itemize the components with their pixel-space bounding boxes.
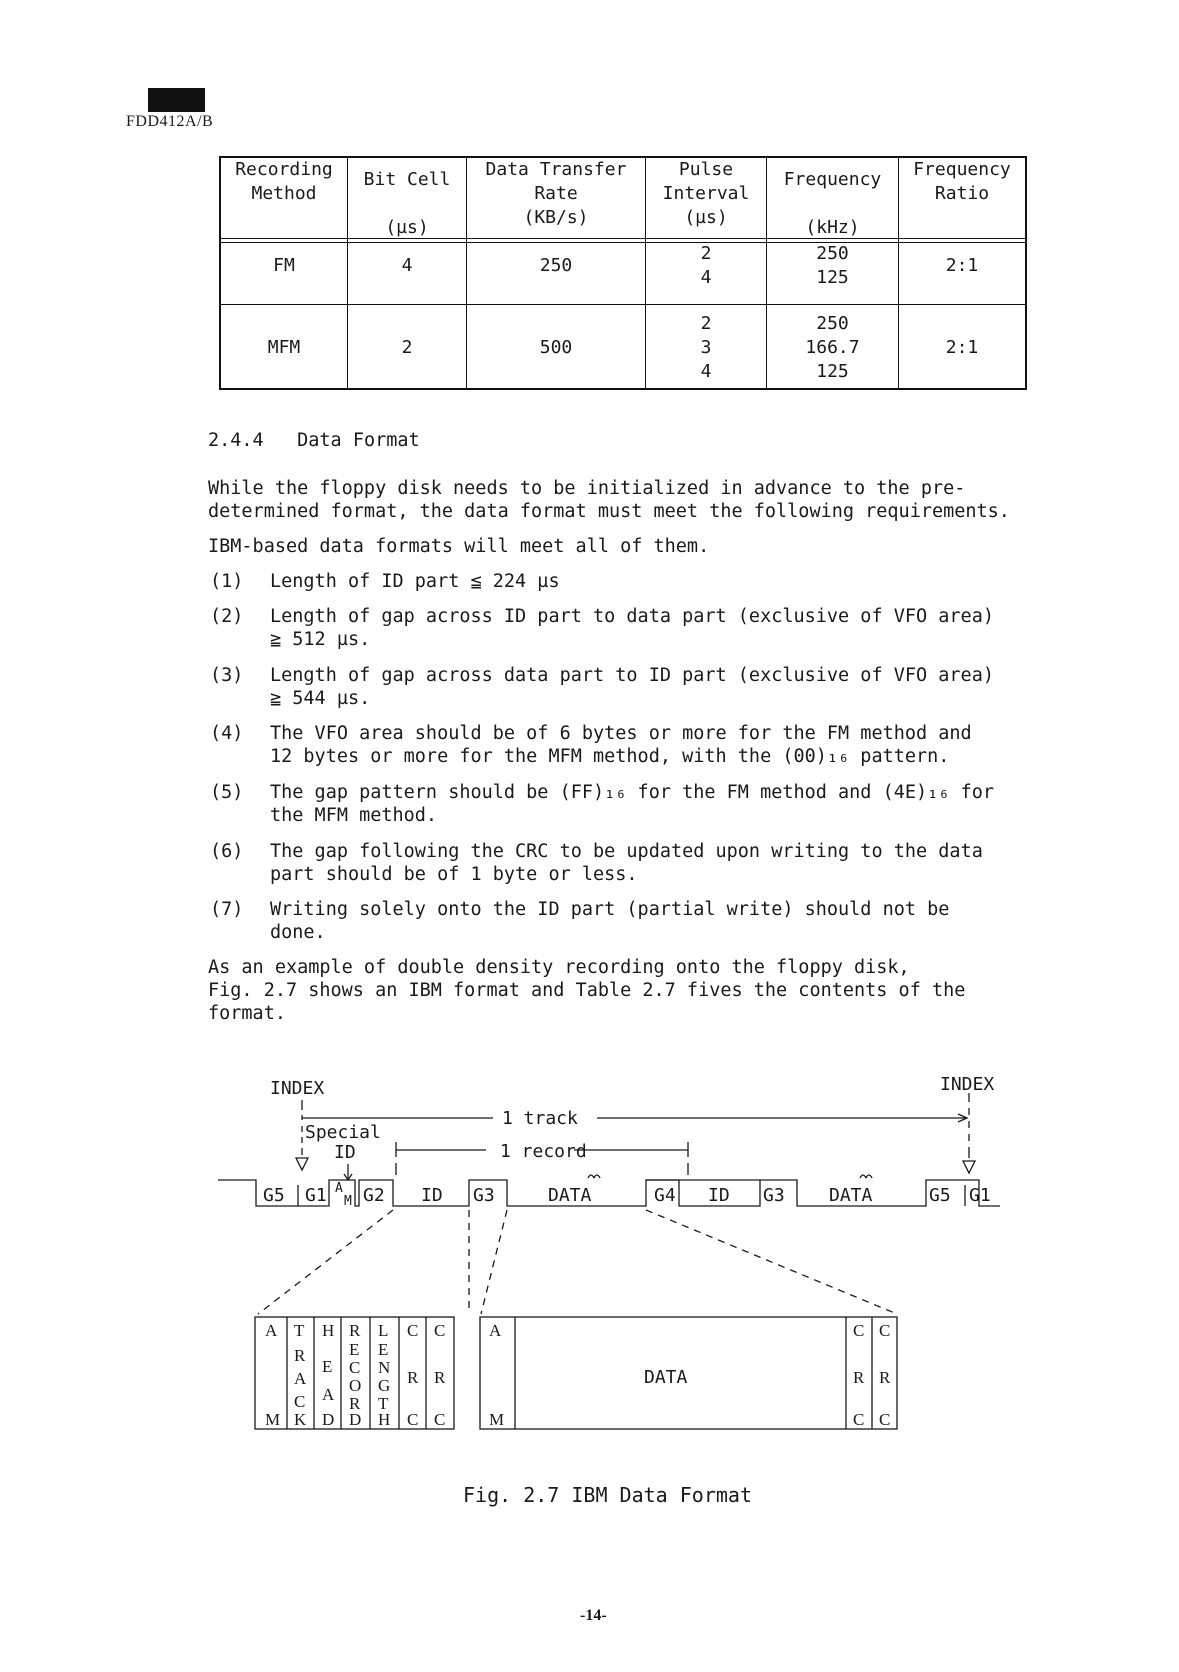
- header-frequency-ratio: Frequency Ratio: [913, 159, 1011, 204]
- req-5-line-2: the MFM method.: [270, 805, 438, 826]
- req-1-number: (1): [210, 571, 244, 592]
- id-col-crc1-mid: R: [407, 1368, 419, 1387]
- outro-line-1: As an example of double density recording onto the floppy disk,: [208, 957, 910, 978]
- id-col-length-bottom: H: [378, 1410, 391, 1429]
- req-2-line-2: ≧ 512 µs.: [270, 629, 371, 650]
- model-label: FDD412A/B: [126, 113, 214, 130]
- mfm-interval: 2 3 4: [700, 313, 712, 382]
- id-col-crc2-mid: R: [434, 1368, 446, 1387]
- mfm-ratio: 2:1: [945, 337, 979, 358]
- data-am-top: A: [489, 1321, 502, 1340]
- id-col-head-bottom: D: [322, 1410, 335, 1429]
- req-6-line-2: part should be of 1 byte or less.: [270, 864, 638, 885]
- section-title: Data Format: [297, 430, 420, 451]
- mfm-method: MFM: [267, 337, 301, 358]
- id-col-length-top: L: [378, 1321, 389, 1340]
- req-4-number: (4): [210, 723, 244, 744]
- field-g1-2: G1: [969, 1185, 991, 1206]
- fm-bit-cell: 4: [401, 255, 413, 276]
- special-label: Special: [305, 1122, 381, 1143]
- fm-method: FM: [273, 255, 295, 276]
- id-col-head-a: A: [322, 1385, 335, 1404]
- header-bit-cell: Bit Cell (µs): [363, 169, 451, 238]
- fm-frequency: 250 125: [816, 243, 849, 288]
- data-crc1-top: C: [853, 1321, 865, 1340]
- id-col-record-r: R: [349, 1394, 361, 1413]
- id-col-crc1-top: C: [407, 1321, 419, 1340]
- data-am-bottom: M: [489, 1410, 505, 1429]
- req-5-number: (5): [210, 782, 244, 803]
- id-col-track-r: R: [294, 1346, 306, 1365]
- header-frequency: Frequency (kHz): [783, 169, 882, 238]
- data-crc2-top: C: [879, 1321, 891, 1340]
- req-7-line-2: done.: [270, 922, 326, 943]
- id-col-crc2-bottom: C: [434, 1410, 446, 1429]
- page-number: -14-: [580, 1607, 607, 1624]
- id-col-track-a: A: [294, 1369, 307, 1388]
- id-col-length-g: G: [378, 1376, 391, 1395]
- index-right-label: INDEX: [940, 1074, 995, 1095]
- field-data-2: DATA: [829, 1185, 873, 1206]
- id-col-record-top: R: [349, 1321, 361, 1340]
- req-4-line-2: 12 bytes or more for the MFM method, with the (00)₁₆ pattern.: [270, 746, 950, 767]
- req-3-line-1: Length of gap across data part to ID part (exclusive of VFO area): [270, 665, 994, 686]
- id-col-length-e: E: [378, 1340, 389, 1359]
- data-crc1-bottom: C: [853, 1410, 865, 1429]
- id-col-crc2-top: C: [434, 1321, 446, 1340]
- id-col-record-bottom: D: [349, 1410, 362, 1429]
- figure-caption: Fig. 2.7 IBM Data Format: [463, 1483, 752, 1507]
- req-2-number: (2): [210, 606, 244, 627]
- header-recording-method: Recording Method: [235, 159, 333, 204]
- req-3-line-2: ≧ 544 µs.: [270, 688, 371, 709]
- field-g1: G1: [305, 1185, 327, 1206]
- req-1-line-1: Length of ID part ≦ 224 µs: [270, 571, 560, 592]
- special-id-label: ID: [334, 1142, 356, 1163]
- index-left-label: INDEX: [270, 1078, 325, 1099]
- id-col-track-c: C: [294, 1392, 306, 1411]
- req-5-line-1: The gap pattern should be (FF)₁₆ for the FM method and (4E)₁₆ for: [270, 782, 994, 803]
- fm-ratio: 2:1: [945, 255, 979, 276]
- mfm-frequency: 250 166.7 125: [805, 313, 860, 382]
- header-data-transfer-rate: Data Transfer Rate (KB/s): [485, 159, 627, 228]
- req-2-line-1: Length of gap across ID part to data part (exclusive of VFO area): [270, 606, 994, 627]
- data-crc1-mid: R: [853, 1368, 865, 1387]
- req-6-line-1: The gap following the CRC to be updated upon writing to the data: [270, 841, 983, 862]
- data-crc2-bottom: C: [879, 1410, 891, 1429]
- id-col-length-n: N: [378, 1358, 391, 1377]
- id-col-crc1-bottom: C: [407, 1410, 419, 1429]
- section-number: 2.4.4: [208, 430, 264, 451]
- req-7-number: (7): [210, 899, 244, 920]
- id-col-length-t: T: [378, 1394, 389, 1413]
- track-label: 1 track: [502, 1108, 578, 1129]
- id-col-record-e: E: [349, 1340, 360, 1359]
- req-6-number: (6): [210, 841, 244, 862]
- mfm-bit-cell: 2: [401, 337, 413, 358]
- intro-line-3: IBM-based data formats will meet all of them.: [208, 536, 710, 557]
- req-3-number: (3): [210, 665, 244, 686]
- data-block-label: DATA: [644, 1367, 688, 1388]
- field-id-2: ID: [708, 1185, 730, 1206]
- id-col-record-o: O: [349, 1376, 362, 1395]
- fm-rate: 250: [539, 255, 573, 276]
- field-g3-2: G3: [763, 1185, 785, 1206]
- id-col-head-e: E: [322, 1357, 333, 1376]
- id-col-am-top: A: [265, 1321, 278, 1340]
- fm-interval: 2 4: [700, 243, 712, 288]
- id-col-head-top: H: [322, 1321, 335, 1340]
- intro-line-2: determined format, the data format must meet the following requirements.: [208, 501, 1010, 522]
- outro-line-2: Fig. 2.7 shows an IBM format and Table 2.7 fives the contents of the: [208, 980, 966, 1001]
- field-g5: G5: [263, 1185, 285, 1206]
- outro-line-3: format.: [208, 1003, 286, 1024]
- field-g4: G4: [654, 1185, 676, 1206]
- field-am-a: A: [335, 1181, 343, 1196]
- field-g5-2: G5: [929, 1185, 951, 1206]
- field-data-1: DATA: [548, 1185, 592, 1206]
- id-col-track-top: T: [294, 1321, 305, 1340]
- field-g2: G2: [363, 1185, 385, 1206]
- field-am-m: M: [344, 1194, 352, 1209]
- mfm-rate: 500: [539, 337, 573, 358]
- header-pulse-interval: Pulse Interval (µs): [662, 159, 750, 228]
- record-label: 1 record: [500, 1141, 587, 1162]
- id-col-am-bottom: M: [265, 1410, 281, 1429]
- id-col-track-bottom: K: [294, 1410, 307, 1429]
- data-crc2-mid: R: [879, 1368, 891, 1387]
- field-id-1: ID: [421, 1185, 443, 1206]
- req-4-line-1: The VFO area should be of 6 bytes or more for the FM method and: [270, 723, 972, 744]
- intro-line-1: While the floppy disk needs to be initialized in advance to the pre-: [208, 478, 966, 499]
- field-g3-1: G3: [473, 1185, 495, 1206]
- req-7-line-1: Writing solely onto the ID part (partial write) should not be: [270, 899, 950, 920]
- id-col-record-c: C: [349, 1358, 361, 1377]
